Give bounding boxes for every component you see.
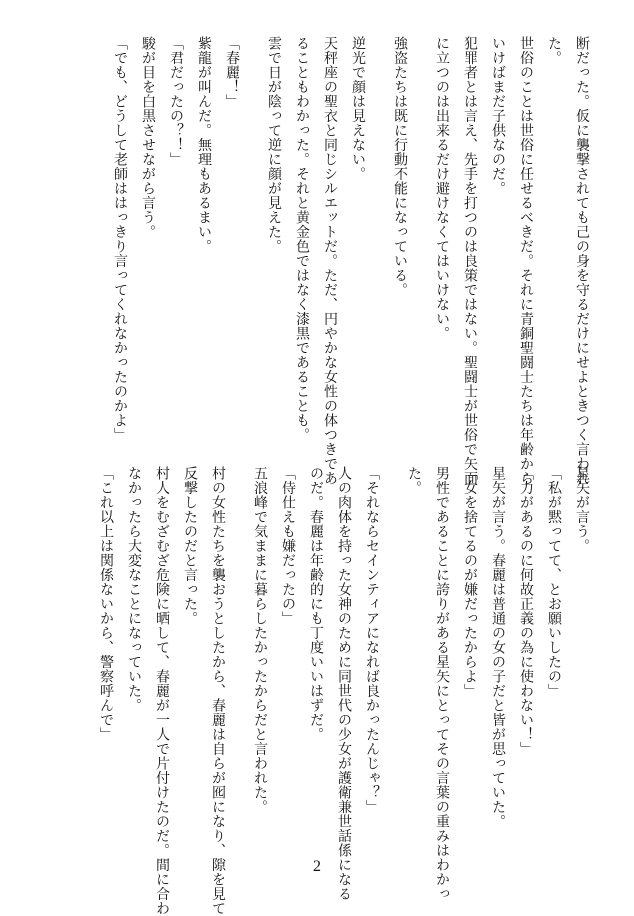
- text-line: に立つのは出来るだけ避けなくてはいけない。: [434, 36, 450, 341]
- text-line: 紫龍が叫んだ。無理もあるまい。: [196, 36, 212, 254]
- text-line: ることもわかった。それと黄金色ではなく漆黒であることも。: [294, 36, 310, 442]
- blank-line: [246, 36, 260, 456]
- text-line: 男性であることに誇りがある星矢にとってその言葉の重みはわかっ: [434, 466, 450, 901]
- text-line: 「力があるのに何故正義の為に使わない！」: [518, 466, 534, 756]
- blank-line: [232, 466, 246, 850]
- text-line: 「これ以上は関係ないから、警察呼んで」: [98, 466, 114, 742]
- text-line: 「女を捨てるのが嫌だったからよ」: [462, 466, 478, 698]
- blank-line: [386, 466, 400, 850]
- text-line: 星矢が言う。春麗は普通の女の子だと皆が思っていた。: [490, 466, 506, 829]
- text-line: 「侍仕えも嫌だったの」: [280, 466, 296, 626]
- blank-line: [372, 36, 386, 456]
- text-line: 強盗たちは既に行動不能になっている。: [392, 36, 408, 297]
- text-block-top: [106, 36, 596, 486]
- text-line: 逆光で顔は見えない。: [350, 36, 366, 181]
- text-line: 村人をむざむざ危険に晒して、春麗が一人で片付けたのだ。間に合わ: [154, 466, 170, 916]
- text-line: た。: [406, 466, 422, 495]
- text-block-bottom: [92, 466, 596, 916]
- text-line: 「春麗！」: [224, 36, 240, 109]
- text-line: 五浪峰で気ままに暮らしたかったからだと言われた。: [252, 466, 268, 814]
- text-line: なかったら大変なことになっていた。: [126, 466, 142, 713]
- text-line: 「でも、どうして老師ははっきり言ってくれなかったのかよ」: [112, 36, 128, 442]
- text-line: 犯罪者とは言え、先手を打つのは良策ではない。聖闘士が世俗で矢面: [462, 36, 478, 486]
- text-line: 「それならセインティアになれば良かったんじゃ？」: [364, 466, 380, 814]
- page-number: 2: [313, 858, 321, 875]
- text-line: いけばまだ子供なのだ。: [490, 36, 506, 196]
- text-line: 雲で日が陰って逆に顔が見えた。: [266, 36, 282, 254]
- text-line: のだ。春麗は年齢的にも丁度いいはずだ。: [308, 466, 324, 742]
- text-line: た。: [546, 36, 562, 65]
- text-line: 人の肉体を持った女神のために同世代の少女が護衛兼世話係になる: [336, 466, 352, 901]
- text-line: 村の女性たちを襲おうとしたから、春麗は自らが囮になり、隙を見て: [210, 466, 226, 916]
- text-line: 駿が目を白黒させながら言う。: [140, 36, 156, 239]
- text-line: 断だった。仮に襲撃されても己の身を守るだけにせよときつく言われ: [574, 36, 590, 486]
- text-line: 星矢が言う。: [574, 466, 590, 553]
- text-line: 天秤座の聖衣と同じシルエットだ。ただ、円やかな女性の体つきであ: [322, 36, 338, 486]
- text-line: 反撃したのだと言った。: [182, 466, 198, 626]
- blank-line: [414, 36, 428, 456]
- text-line: 「私が黙ってて、とお願いしたの」: [546, 466, 562, 698]
- text-line: 「君だったの？！」: [168, 36, 184, 167]
- text-line: 世俗のことは世俗に任せるべきだ。それに青銅聖闘士たちは年齢から: [518, 36, 534, 486]
